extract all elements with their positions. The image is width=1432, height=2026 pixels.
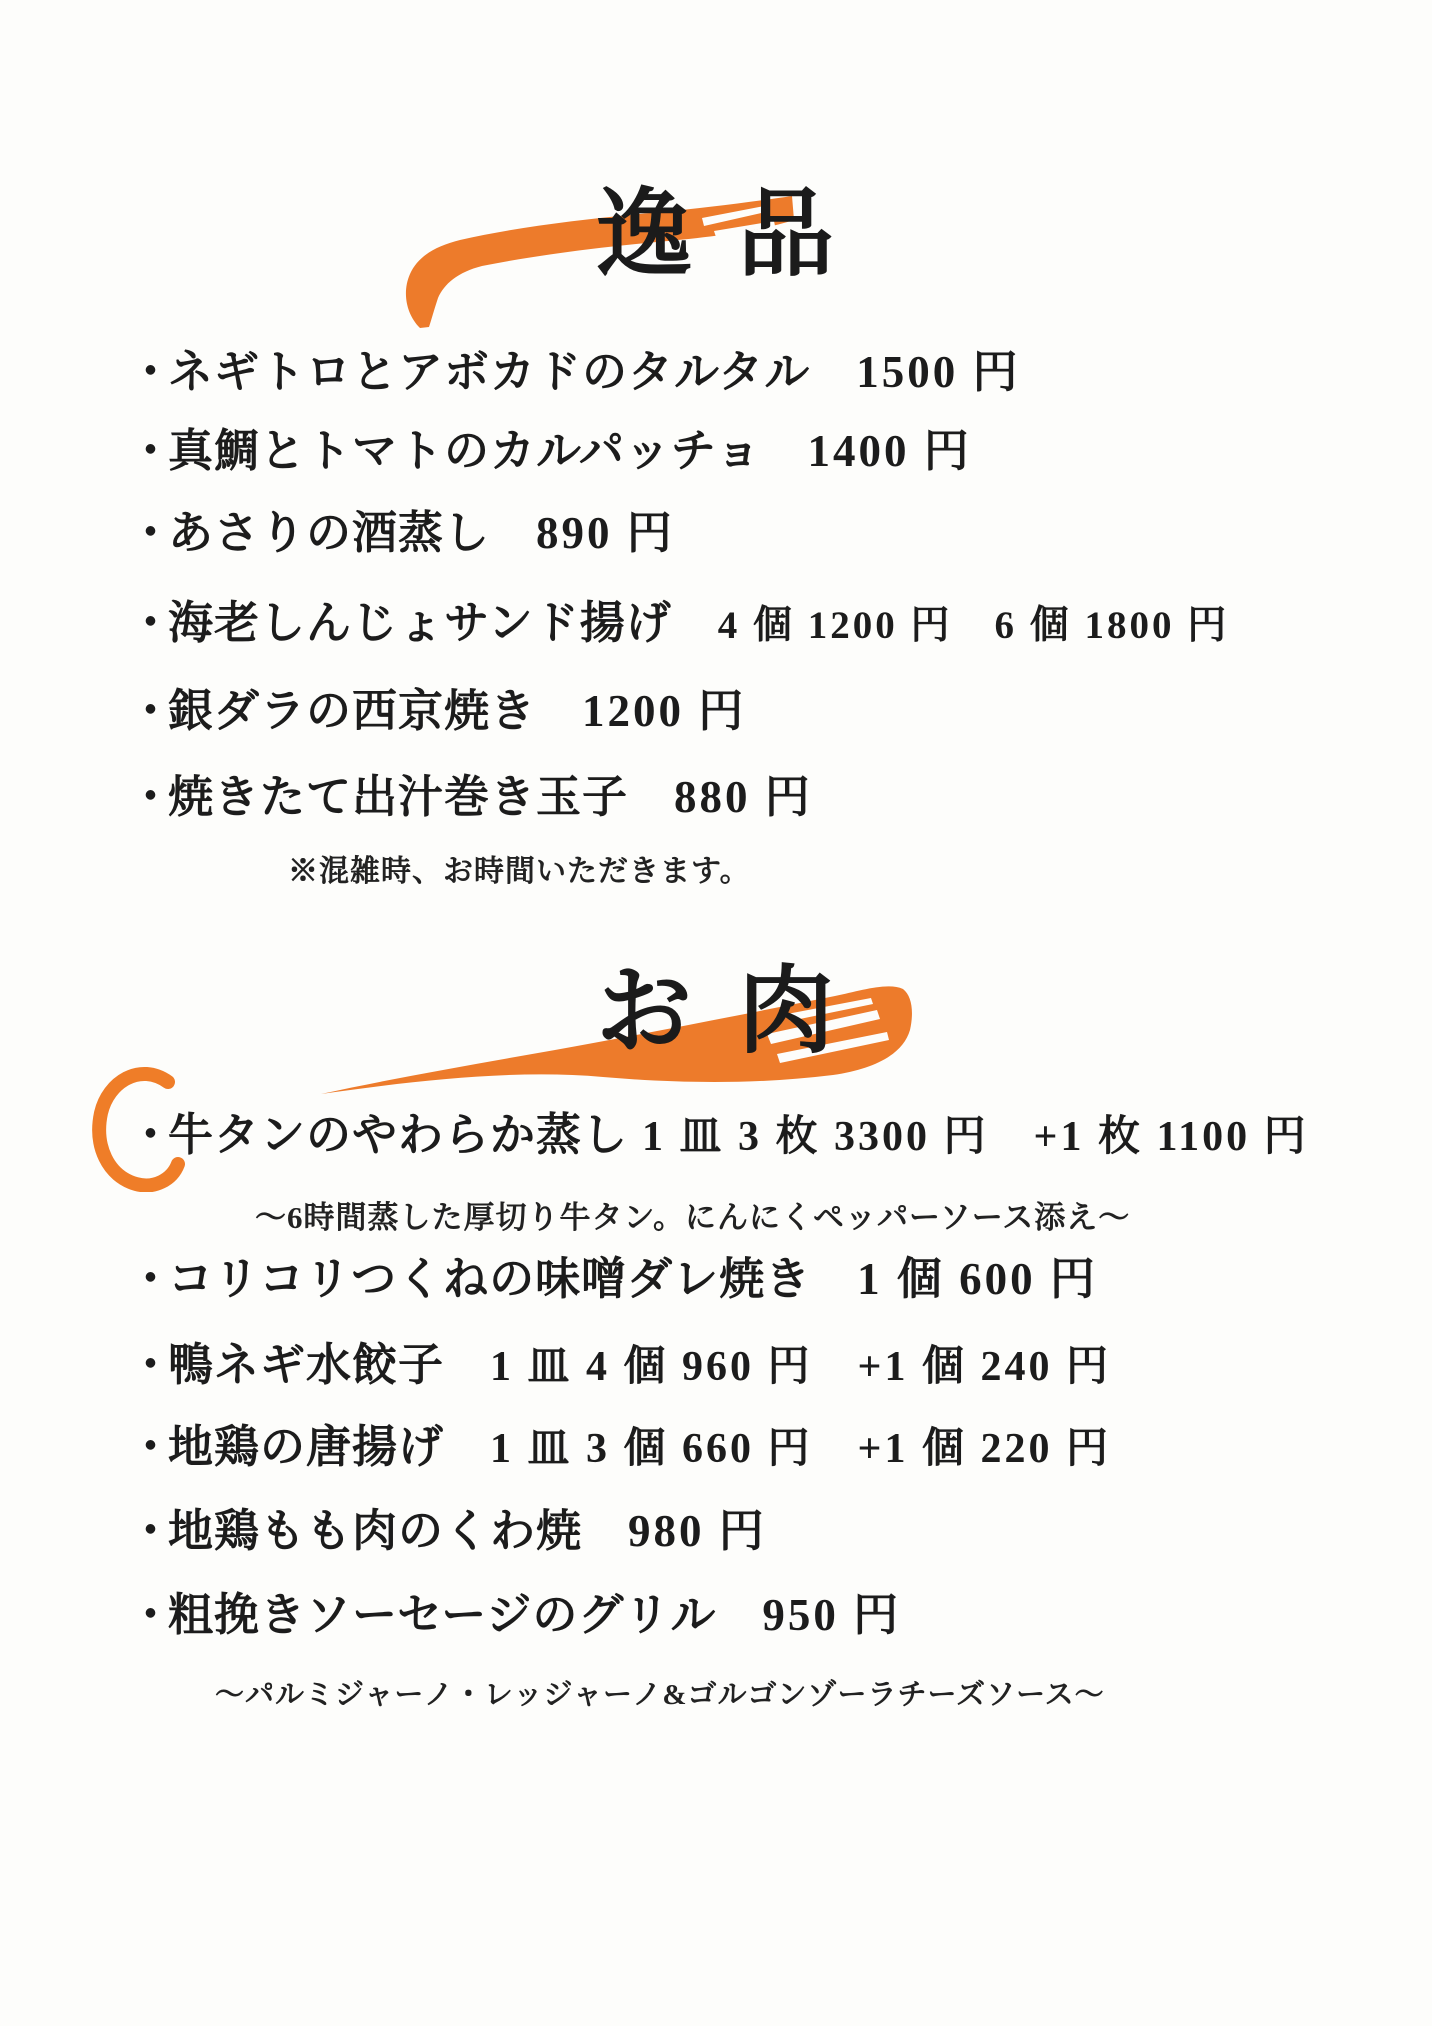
item-price: 1 皿 3 枚 3300 円 +1 枚 1100 円 bbox=[642, 1114, 1309, 1160]
bullet-icon: ・ bbox=[128, 1422, 174, 1472]
bullet-icon: ・ bbox=[128, 1110, 174, 1160]
bullet-icon: ・ bbox=[128, 598, 174, 648]
item-name: 粗挽きソーセージのグリル bbox=[168, 1590, 717, 1640]
bullet-icon: ・ bbox=[128, 686, 174, 736]
item-price: 1 個 600 円 bbox=[857, 1254, 1098, 1304]
item-note: 〜パルミジャーノ・レッジャーノ&ゴルゴンゾーラチーズソース〜 bbox=[215, 1679, 1105, 1711]
menu-item-row bbox=[128, 1338, 1111, 1392]
item-note: ※混雑時、お時間いただきます。 bbox=[288, 855, 751, 888]
bullet-icon: ・ bbox=[128, 1340, 174, 1390]
item-price: 1 皿 3 個 660 円 +1 個 220 円 bbox=[490, 1426, 1111, 1472]
item-price: 880 円 bbox=[674, 772, 813, 822]
item-name: 真鯛とトマトのカルパッチョ bbox=[168, 426, 762, 476]
item-price: 1 皿 4 個 960 円 +1 個 240 円 bbox=[490, 1344, 1111, 1390]
item-name: 地鶏の唐揚げ bbox=[168, 1422, 445, 1472]
menu-item-row bbox=[128, 424, 972, 478]
item-price: 890 円 bbox=[536, 508, 675, 558]
bullet-icon: ・ bbox=[128, 1254, 174, 1304]
menu-item-row bbox=[128, 1252, 1098, 1306]
item-name: 鴨ネギ水餃子 bbox=[168, 1340, 445, 1390]
menu-item-row bbox=[128, 684, 746, 738]
bullet-icon: ・ bbox=[128, 772, 174, 822]
section-title-ippin: 逸品 bbox=[596, 181, 880, 288]
item-note: 〜6時間蒸した厚切り牛タン。にんにくペッパーソース添え〜 bbox=[255, 1200, 1131, 1235]
menu-item-row bbox=[128, 1108, 1309, 1162]
item-price: 980 円 bbox=[628, 1506, 767, 1556]
menu-item-row bbox=[128, 1504, 767, 1558]
bullet-icon: ・ bbox=[128, 1590, 174, 1640]
bullet-icon: ・ bbox=[128, 426, 174, 476]
menu-item-row bbox=[128, 770, 813, 824]
item-price: 1200 円 bbox=[582, 686, 747, 736]
bullet-icon: ・ bbox=[128, 347, 174, 397]
item-price: 1500 円 bbox=[856, 347, 1021, 397]
menu-item-row bbox=[128, 596, 1229, 650]
menu-item-row bbox=[128, 506, 675, 560]
menu-item-row bbox=[128, 1420, 1111, 1474]
section-title-oniku: お肉 bbox=[596, 958, 880, 1065]
item-name: あさりの酒蒸し bbox=[168, 508, 491, 558]
item-price: 4 個 1200 円 6 個 1800 円 bbox=[717, 604, 1230, 647]
item-price: 1400 円 bbox=[807, 426, 972, 476]
item-name: 牛タンのやわらか蒸し bbox=[168, 1110, 629, 1160]
item-name: ネギトロとアボカドのタルタル bbox=[168, 347, 811, 397]
bullet-icon: ・ bbox=[128, 508, 174, 558]
item-price: 950 円 bbox=[762, 1590, 902, 1640]
item-name: コリコリつくねの味噌ダレ焼き bbox=[168, 1254, 812, 1304]
item-name: 焼きたて出汁巻き玉子 bbox=[168, 772, 629, 822]
item-name: 銀ダラの西京焼き bbox=[168, 686, 537, 736]
menu-item-row bbox=[128, 1588, 901, 1642]
item-name: 海老しんじょサンド揚げ bbox=[168, 598, 672, 648]
menu-item-row bbox=[128, 345, 1020, 399]
item-name: 地鶏もも肉のくわ焼 bbox=[168, 1506, 583, 1556]
bullet-icon: ・ bbox=[128, 1506, 174, 1556]
